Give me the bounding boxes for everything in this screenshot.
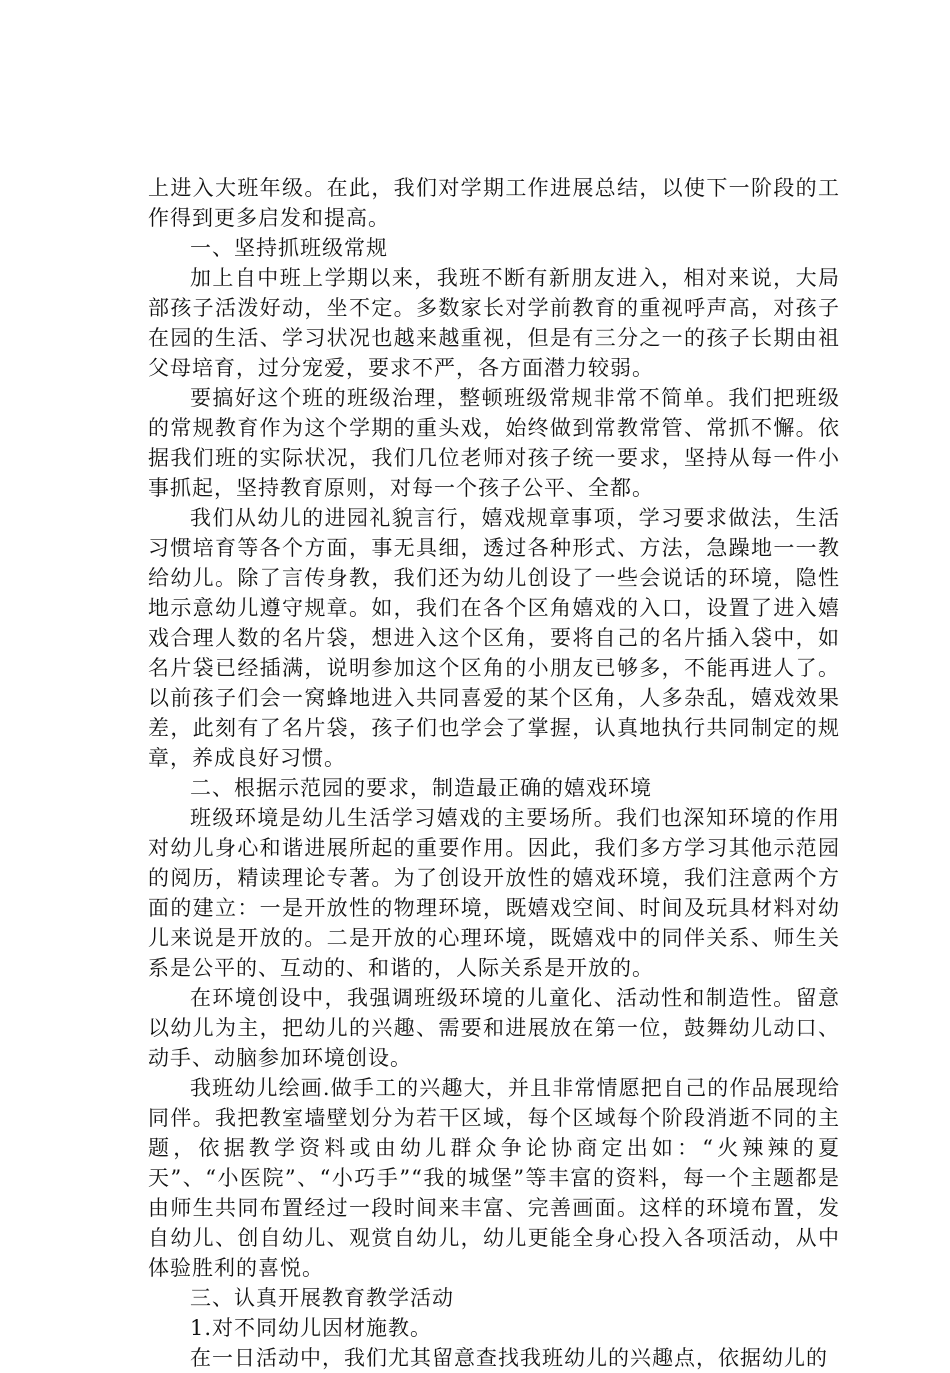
section-heading-3: 三、认真开展教育教学活动 xyxy=(190,1286,454,1310)
paragraph: 在环境创设中，我强调班级环境的儿童化、活动性和制造性。留意以幼儿为主，把幼儿的兴趣、需要和进展放在第一位，鼓舞幼儿动口、动手、动脑参加环境创设。 xyxy=(148,986,840,1070)
section-heading-1: 一、坚持抓班级常规 xyxy=(190,236,388,260)
subsection-heading-1: 1.对不同幼儿因材施教。 xyxy=(190,1316,433,1340)
section-heading-2: 二、根据示范园的要求，制造最正确的嬉戏环境 xyxy=(190,776,652,800)
paragraph: 要搞好这个班的班级治理，整顿班级常规非常不简单。我们把班级的常规教育作为这个学期的重头戏，始终做到常教常管、常抓不懈。依据我们班的实际状况，我们几位老师对孩子统一要求，坚持从每一件小事抓起，坚持教育原则，对每一个孩子公平、全都。 xyxy=(148,386,840,500)
paragraph: 我们从幼儿的进园礼貌言行，嬉戏规章事项，学习要求做法，生活习惯培育等各个方面，事无具细，透过各种形式、方法，急躁地一一教给幼儿。除了言传身教，我们还为幼儿创设了一些会说话的环境，隐性地示意幼儿遵守规章。如，我们在各个区角嬉戏的入口，设置了进入嬉戏合理人数的名片袋，想进入这个区角，要将自己的名片插入袋中，如名片袋已经插满，说明参加这个区角的小朋友已够多，不能再进人了。以前孩子们会一窝蜂地进入共同喜爱的某个区角，人多杂乱，嬉戏效果差，此刻有了名片袋，孩子们也学会了掌握，认真地执行共同制定的规章，养成良好习惯。 xyxy=(148,506,840,770)
paragraph: 加上自中班上学期以来，我班不断有新朋友进入，相对来说，大局部孩子活泼好动，坐不定。多数家长对学前教育的重视呼声高，对孩子在园的生活、学习状况也越来越重视，但是有三分之一的孩子长期由祖父母培育，过分宠爱，要求不严，各方面潜力较弱。 xyxy=(148,266,840,380)
paragraph: 在一日活动中，我们尤其留意查找我班幼儿的兴趣点，依据幼儿的 xyxy=(190,1346,828,1370)
paragraph: 我班幼儿绘画.做手工的兴趣大，并且非常情愿把自己的作品展现给同伴。我把教室墙壁划分为若干区域，每个区域每个阶段消逝不同的主题，依据教学资料或由幼儿群众争论协商定出如：“火辣辣的夏天”、“小医院”、“小巧手”“我的城堡”等丰富的资料，每一个主题都是由师生共同布置经过一段时间来丰富、完善画面。这样的环境布置，发自幼儿、创自幼儿、观赏自幼儿，幼儿更能全身心投入各项活动，从中体验胜利的喜悦。 xyxy=(148,1076,840,1280)
paragraph-intro-continued: 上进入大班年级。在此，我们对学期工作进展总结，以使下一阶段的工作得到更多启发和提高。 xyxy=(148,176,840,230)
document-page xyxy=(148,173,840,1373)
paragraph: 班级环境是幼儿生活学习嬉戏的主要场所。我们也深知环境的作用对幼儿身心和谐进展所起的重要作用。因此，我们多方学习其他示范园的阅历，精读理论专著。为了创设开放性的嬉戏环境，我们注意两个方面的建立：一是开放性的物理环境，既嬉戏空间、时间及玩具材料对幼儿来说是开放的。二是开放的心理环境，既嬉戏中的同伴关系、师生关系是公平的、互动的、和谐的，人际关系是开放的。 xyxy=(148,806,840,980)
